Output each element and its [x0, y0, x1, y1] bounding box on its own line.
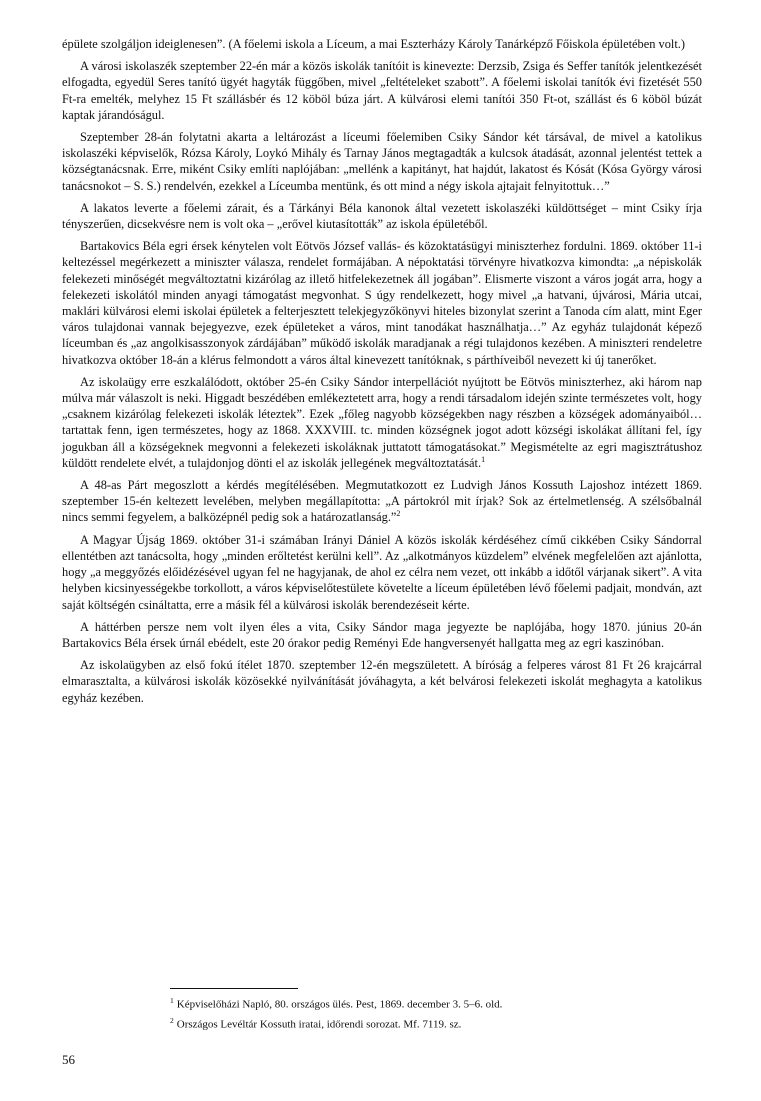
paragraph: A Magyar Újság 1869. október 31-i számában Irányi Dániel A közös iskolák kérdéséhez című cikkében Csiky Sándorral ellentétben azt tanácsolta, hogy „minden erőltetést kerülni kell”. Az „alkotmányos küzdelem” elvének megfelelően azt ajánlotta, hogy „a meggyőzés előidézésével ugyan fel ne hagyjanak, de ahol ez célra nem vezet, ott inkább a időtől várjanak sikert”. A vita helyben kicsinyességekbe torkollott, a város képviselőtestülete követelte a líceum épületében lévő főelemi padjait, mondván, azt saját költségén csináltatta, erre a másik fél a külvárosi iskolák berendezéseit kérte.	[62, 532, 702, 612]
body-text	[62, 36, 702, 712]
paragraph: Bartakovics Béla egri érsek kénytelen volt Eötvös József vallás- és közoktatásügyi miniszterhez fordulni. 1869. október 11-i keltezéssel megérkezett a miniszter válasza, rendelet formájában. A népoktatási törvényre hivatkozva kimondta: „a népiskolák felekezeti minőségét megváltoztatni kizárólag az illető hitfelekezetnek áll jogában”. Elismerte viszont a város jogát arra, hogy a felekezeti iskolától minden anyagi támogatást megvonhat. S úgy rendelkezett, hogy mivel „a hatvani, újvárosi, Mária utcai, maklári külvárosi elemi iskolai épületek a felterjesztett telekjegyzőkönyvi hiteles bizonylat szerint a Tanoda cím alatt, mint Eger város tulajdonai vannak bejegyezve, ezek épületeket a város, mint tanodákat használhatja…” Az egyház tulajdonát képező líceumban és „az angolkisasszonyok zárdájában” működő iskolák maradjanak a régi tulajdonos kezében. A miniszteri rendeletre hivatkozva október 18-án a klérus felmondott a város által kinevezett tanítóknak, s párthíveiből nevezett ki új tanerőket.	[62, 239, 702, 367]
footnote: $^1$ Képviselőházi Napló, 80. országos ülés. Pest, 1869. december 3. 5–6. old.	[170, 996, 503, 1011]
paragraph: épülete szolgáljon ideiglenesen”. (A főelemi iskola a Líceum, a mai Eszterházy Károly Tanárképző Főiskola épületében volt.)	[62, 37, 686, 51]
footnote: $^2$ Országos Levéltár Kossuth iratai, időrendi sorozat. Mf. 7119. sz.	[170, 1015, 462, 1031]
paragraph: Az iskolaügyben az első fokú ítélet 1870. szeptember 12-én megszületett. A bíróság a felperes várost 81 Ft 26 krajcárral elmarasztalta, a külvárosi iskolák közösekké nyilvánítását jóváhagyta, a két belvárosi felekezeti iskolát meghagyta a katolikus egyház kezében.	[62, 658, 702, 705]
footnotes	[170, 993, 700, 1032]
paragraph: Szeptember 28-án folytatni akarta a leltározást a líceumi főelemiben Csiky Sándor két társával, de mivel a katolikus iskolaszéki képviselők, Rózsa Károly, Loykó Mihály és Tarnay János megtagadták a kulcsok átadását, azonnal jelentést tettek a községtanácsnak. Erre, miként Csiky említi naplójában: „mellénk a kapitányt, hat hajdút, lakatost és Kósát (Kósa György városi tanácsnokot – S. S.) rendelvén, ezekkel a Líceumba mentünk, és ott mind a négy iskola ajtajait felnyitottuk…”	[62, 130, 702, 193]
paragraph: A háttérben persze nem volt ilyen éles a vita, Csiky Sándor maga jegyezte be naplójába, hogy 1870. június 20-án Bartakovics Béla érsek úrnál ebédelt, este 20 órakor pedig Reményi Ede hangversenyét hallgatta meg az egri kaszinóban.	[62, 619, 702, 650]
paragraph: Az iskolaügy erre eszkalálódott, október 25-én Csiky Sándor interpellációt nyújtott be Eötvös miniszterhez, aki három nap múlva már válaszolt is neki. Higgadt beszédében emlékeztetett arra, hogy a rendi társadalom idején szinte természetes volt, hogy „csaknem kizárólag felekezeti iskolák léteztek”. Ezek „főleg nagyobb községekben nagy részben a községek adományaiból… tartattak fenn, igen természetes, hogy az 1868. XXXVIII. tc. minden községnek jogot adott községi iskolákat állítani fel, így jogukban áll a községeknek megvonni a felekezeti iskoláknak juttatott támogatásokat.” Megismételte az egri magisztrátushoz küldött rendelete elvét, a tulajdonjog dönti el az iskolák jellegének megváltoztatását.$^1$	[62, 374, 702, 470]
footnote-ref-1: 1	[481, 454, 486, 464]
footnote-ref-2: 2	[396, 509, 401, 519]
paragraph: A városi iskolaszék szeptember 22-én már a közös iskolák tanítóit is kinevezte: Derzsib, Zsiga és Seffer tanítók jelentkezését elfogadta, egyedül Seres tanító ügyét hagyták függőben, mivel „feltételeket szabott”. A főelemi iskolai tanítók évi fizetését 550 Ft-ra emelték, melyhez 15 Ft szállásbér és 12 köböl búza járt. A külvárosi elemi tanítói 350 Ft-ot, szállást és 6 köböl búzát kaptak járandóságul.	[62, 59, 702, 122]
page-number: 56	[62, 1052, 75, 1067]
footnote-divider	[170, 988, 298, 989]
paragraph: A lakatos leverte a főelemi zárait, és a Tárkányi Béla kanonok által vezetett iskolaszéki küldöttséget – mint Csiky írja tényszerűen, dicsekvésre nem is volt oka – „erővel kiutasították” az iskola épületéből.	[62, 200, 702, 232]
paragraph: A 48-as Párt megoszlott a kérdés megítélésében. Megmutatkozott ez Ludvigh János Kossuth Lajoshoz intézett 1869. szeptember 15-én keltezett levelében, melyben megállapította: „A pártokról mit írjak? Sok az értelmetlenség. A szélsőbalnál nincs semmi fegyelem, a balközépnél pedig sok a határozatlanság.”$^2$	[62, 478, 702, 525]
